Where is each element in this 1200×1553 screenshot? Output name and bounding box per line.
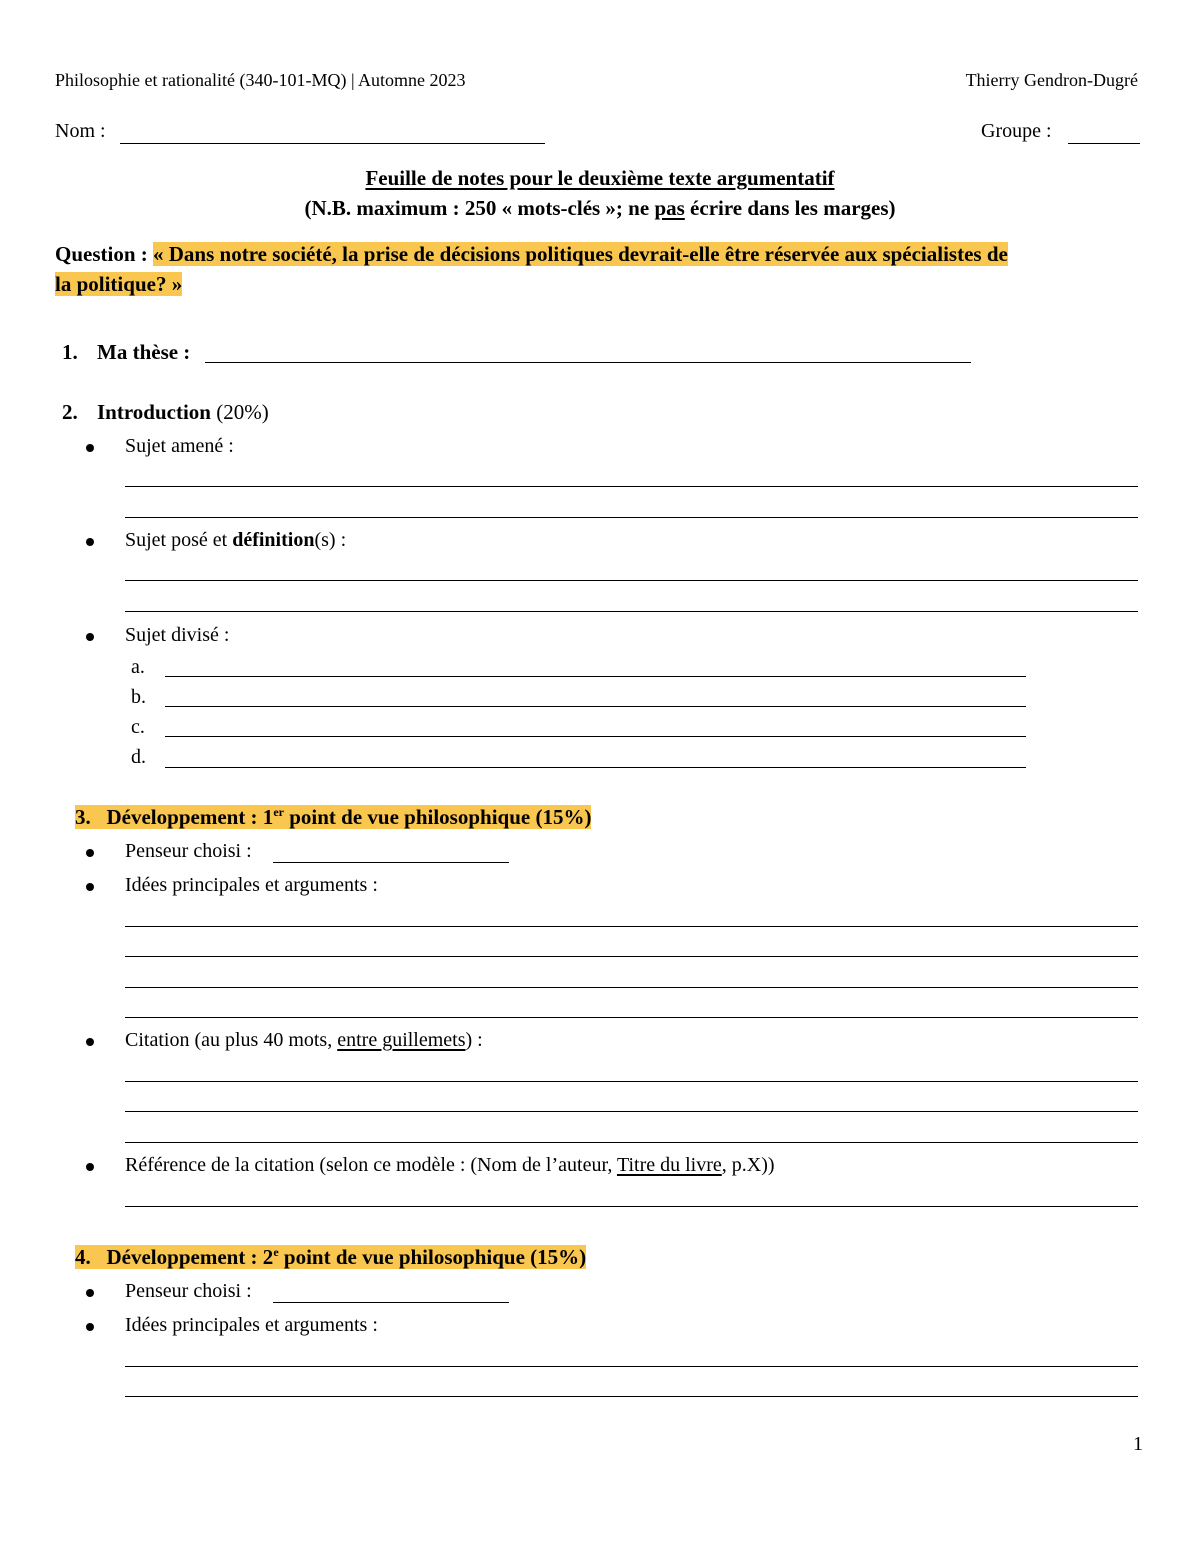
question-line-2: la politique? » xyxy=(55,272,183,296)
subitem-b-label: b. xyxy=(131,686,146,708)
penseur-2-line[interactable] xyxy=(273,1302,509,1303)
sujet-amene-label: Sujet amené : xyxy=(125,435,234,457)
citation-line-1[interactable] xyxy=(125,1081,1138,1082)
section-1-label: Ma thèse : xyxy=(97,340,191,364)
section-3-heading: 3. Développement : 1er point de vue philosophique (15%) xyxy=(75,805,592,829)
nom-label: Nom : xyxy=(55,120,106,142)
section-4-heading: 4. Développement : 2e point de vue philosophique (15%) xyxy=(75,1245,587,1269)
bullet-icon xyxy=(86,883,94,891)
subitem-b-line[interactable] xyxy=(165,706,1026,707)
author-header: Thierry Gendron-Dugré xyxy=(965,70,1138,90)
subitem-d-label: d. xyxy=(131,746,146,768)
sujet-amene-line-1[interactable] xyxy=(125,486,1138,487)
sujet-pose-line-1[interactable] xyxy=(125,580,1138,581)
idees-2-line-1[interactable] xyxy=(125,1366,1138,1367)
citation-line-2[interactable] xyxy=(125,1111,1138,1112)
sujet-pose-line-2[interactable] xyxy=(125,611,1138,612)
page-number: 1 xyxy=(1133,1433,1143,1455)
sujet-pose-label: Sujet posé et définition(s) : xyxy=(125,529,347,551)
section-2-heading: Introduction (20%) xyxy=(97,400,269,424)
bullet-icon xyxy=(86,444,94,452)
question-text: « Dans notre société, la prise de décisions politiques devrait-elle être réservée aux spécialistes de xyxy=(153,242,1008,266)
penseur-2-label: Penseur choisi : xyxy=(125,1280,252,1302)
penseur-1-line[interactable] xyxy=(273,862,509,863)
sujet-amene-line-2[interactable] xyxy=(125,517,1138,518)
these-field-line[interactable] xyxy=(205,362,971,363)
bullet-icon xyxy=(86,538,94,546)
bullet-icon xyxy=(86,1323,94,1331)
question-line-1 xyxy=(55,242,1008,267)
document-title: Feuille de notes pour le deuxième texte argumentatif xyxy=(365,166,835,190)
document-note: (N.B. maximum : 250 « mots-clés »; ne pas écrire dans les marges) xyxy=(304,196,896,220)
citation-label: Citation (au plus 40 mots, entre guillemets) : xyxy=(125,1029,483,1051)
subitem-c-label: c. xyxy=(131,716,145,738)
section-1-number: 1. xyxy=(62,340,78,364)
idees-1-line-4[interactable] xyxy=(125,1017,1138,1018)
idees-1-line-2[interactable] xyxy=(125,956,1138,957)
bullet-icon xyxy=(86,633,94,641)
idees-1-line-1[interactable] xyxy=(125,926,1138,927)
section-2-number: 2. xyxy=(62,400,78,424)
bullet-icon xyxy=(86,849,94,857)
groupe-label: Groupe : xyxy=(981,120,1052,142)
citation-line-3[interactable] xyxy=(125,1142,1138,1143)
subitem-a-label: a. xyxy=(131,656,145,678)
course-header: Philosophie et rationalité (340-101-MQ) | Automne 2023 xyxy=(55,70,466,90)
question-label: Question : xyxy=(55,242,148,266)
subitem-a-line[interactable] xyxy=(165,676,1026,677)
idees-1-label: Idées principales et arguments : xyxy=(125,874,378,896)
reference-line[interactable] xyxy=(125,1206,1138,1207)
penseur-1-label: Penseur choisi : xyxy=(125,840,252,862)
sujet-divise-label: Sujet divisé : xyxy=(125,624,230,646)
subitem-d-line[interactable] xyxy=(165,767,1026,768)
idees-1-line-3[interactable] xyxy=(125,987,1138,988)
nom-field-line[interactable] xyxy=(120,143,545,144)
bullet-icon xyxy=(86,1163,94,1171)
idees-2-line-2[interactable] xyxy=(125,1396,1138,1397)
bullet-icon xyxy=(86,1289,94,1297)
reference-label: Référence de la citation (selon ce modèle : (Nom de l’auteur, Titre du livre, p.X)) xyxy=(125,1154,775,1176)
idees-2-label: Idées principales et arguments : xyxy=(125,1314,378,1336)
subitem-c-line[interactable] xyxy=(165,736,1026,737)
bullet-icon xyxy=(86,1038,94,1046)
groupe-field-line[interactable] xyxy=(1068,143,1140,144)
